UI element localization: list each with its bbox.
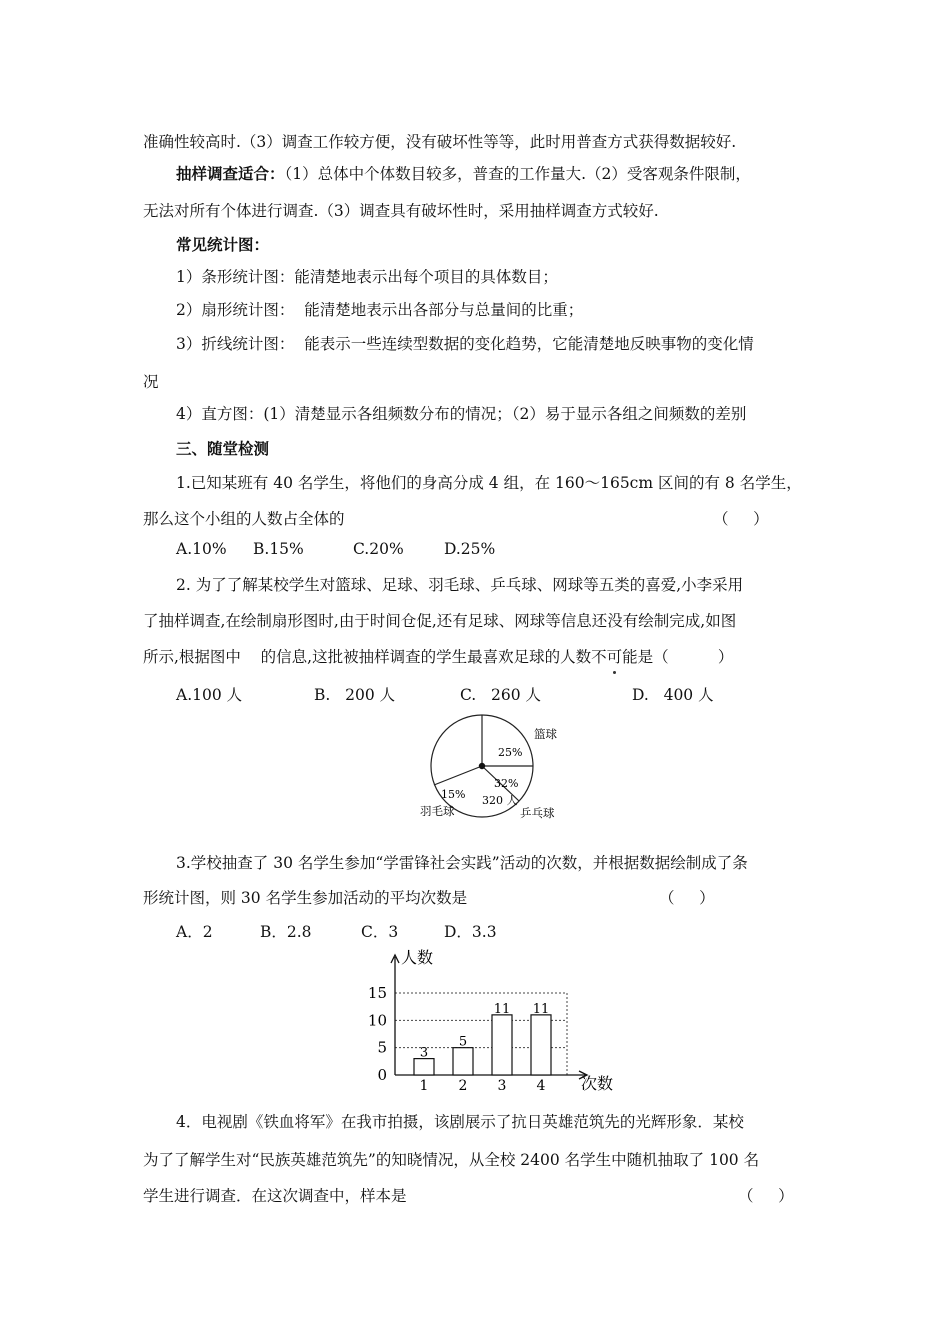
q2-line1: 2. 为了了解某校学生对篮球、足球、羽毛球、乒乓球、网球等五类的喜爱,小李采用 [176, 576, 744, 594]
text-segment: 所示,根据图中 的信息,这批被抽样调查的学生最喜欢足球的人数 [143, 648, 592, 666]
q3-option-b: B．2.8 [260, 923, 312, 941]
q3-line1: 3.学校抽查了 30 名学生参加“学雷锋社会实践”活动的次数，并根据数据绘制成了条 [176, 854, 748, 872]
pie-label-basketball: 篮球 [534, 727, 557, 741]
y-tick-label: 10 [367, 1011, 387, 1030]
q2-option-a: A.100 人 [176, 686, 243, 704]
x-axis-label: 次数 [581, 1074, 614, 1093]
text-segment: 是（ ） [637, 648, 734, 666]
bar-value-label: 11 [493, 1001, 511, 1017]
bar-value-label: 11 [532, 1001, 550, 1017]
heading-common-charts: 常见统计图： [176, 235, 270, 254]
text-line: 无法对所有个体进行调查.（3）调查具有破坏性时，采用抽样调查方式较好. [143, 202, 659, 220]
heading-sampling-survey: 抽样调查适合： [176, 164, 285, 183]
section-heading: 三、随堂检测 [176, 439, 270, 458]
q2-line3 [143, 645, 733, 667]
q3-line2: 形统计图，则 30 名学生参加活动的平均次数是 [143, 889, 468, 907]
bar-value-label: 3 [419, 1045, 429, 1061]
text-line: 3）折线统计图： 能表示一些连续型数据的变化趋势，它能清楚地反映事物的变化情 [176, 335, 754, 353]
pie-chart-figure [410, 710, 590, 830]
y-tick-label: 5 [377, 1038, 387, 1057]
y-tick-label: 15 [367, 984, 387, 1002]
q1-answer-paren: （ ） [713, 510, 769, 528]
text-line: 1）条形统计图：能清楚地表示出每个项目的具体数目； [176, 268, 558, 286]
q2-option-c: C. 260 人 [460, 686, 542, 704]
q3-answer-paren: （ ） [659, 889, 715, 907]
pie-center-dot [479, 763, 485, 769]
text-line [176, 162, 751, 184]
text-line: 4）直方图：(1）清楚显示各组频数分布的情况；（2）易于显示各组之间频数的差别 [176, 405, 747, 423]
text-line: 2）扇形统计图： 能清楚地表示出各部分与总量间的比重； [176, 301, 584, 319]
q2-line2: 了抽样调查,在绘制扇形图时,由于时间仓促,还有足球、网球等信息还没有绘制完成,如图 [143, 612, 737, 630]
q3-option-d: D．3.3 [444, 923, 497, 941]
q1-line2: 那么这个小组的人数占全体的 [143, 510, 345, 528]
pie-divider [434, 766, 482, 785]
q1-line1: 1.已知某班有 40 名学生，将他们的身高分成 4 组，在 160～165cm 区间的有 8 名学生， [176, 474, 802, 492]
q4-answer-paren: （ ） [738, 1187, 794, 1205]
q1-option-b: B.15% [253, 540, 304, 558]
text-line: 况 [143, 373, 159, 391]
q2-option-d: D. 400 人 [632, 686, 714, 704]
bar [492, 1015, 512, 1075]
q1-option-c: C.20% [353, 540, 404, 558]
q1-option-d: D.25% [444, 540, 496, 558]
pie-count-label: 320 人 [482, 794, 518, 807]
x-tick-label: 4 [536, 1078, 546, 1094]
q4-line1: 4．电视剧《铁血将军》在我市拍摄，该剧展示了抗日英雄范筑先的光辉形象．某校 [176, 1113, 744, 1131]
pie-label-pingpong: 乒乓球 [520, 806, 555, 820]
text-segment: （1）总体中个体数目较多，普查的工作量大.（2）受客观条件限制， [284, 165, 751, 183]
q3-option-a: A．2 [176, 923, 213, 941]
q4-line3: 学生进行调查．在这次调查中，样本是 [143, 1187, 407, 1205]
bar [414, 1059, 434, 1075]
bar-value-label: 5 [458, 1034, 468, 1050]
text-line: 准确性较高时.（3）调查工作较方便，没有破坏性等等，此时用普查方式获得数据较好. [143, 133, 737, 151]
y-axis-label: 人数 [401, 948, 434, 967]
pie-pct-label: 32% [494, 777, 519, 790]
bar [453, 1048, 473, 1075]
emphasized-text: 不可能 [591, 648, 638, 666]
y-tick-label: 0 [377, 1066, 387, 1084]
x-tick-label: 2 [458, 1078, 468, 1094]
q2-option-b: B. 200 人 [314, 686, 396, 704]
bar-chart [355, 945, 625, 1095]
q4-line2: 为了了解学生对“民族英雄范筑先”的知晓情况，从全校 2400 名学生中随机抽取了 100 名 [143, 1151, 760, 1169]
pie-label-badminton: 羽毛球 [420, 804, 455, 818]
pie-pct-label: 25% [498, 746, 523, 759]
x-tick-label: 1 [419, 1078, 429, 1094]
q1-option-a: A.10% [176, 540, 227, 558]
x-tick-label: 3 [497, 1078, 507, 1094]
bar [531, 1015, 551, 1075]
pie-pct-label: 15% [441, 788, 466, 801]
q3-option-c: C．3 [361, 923, 399, 941]
